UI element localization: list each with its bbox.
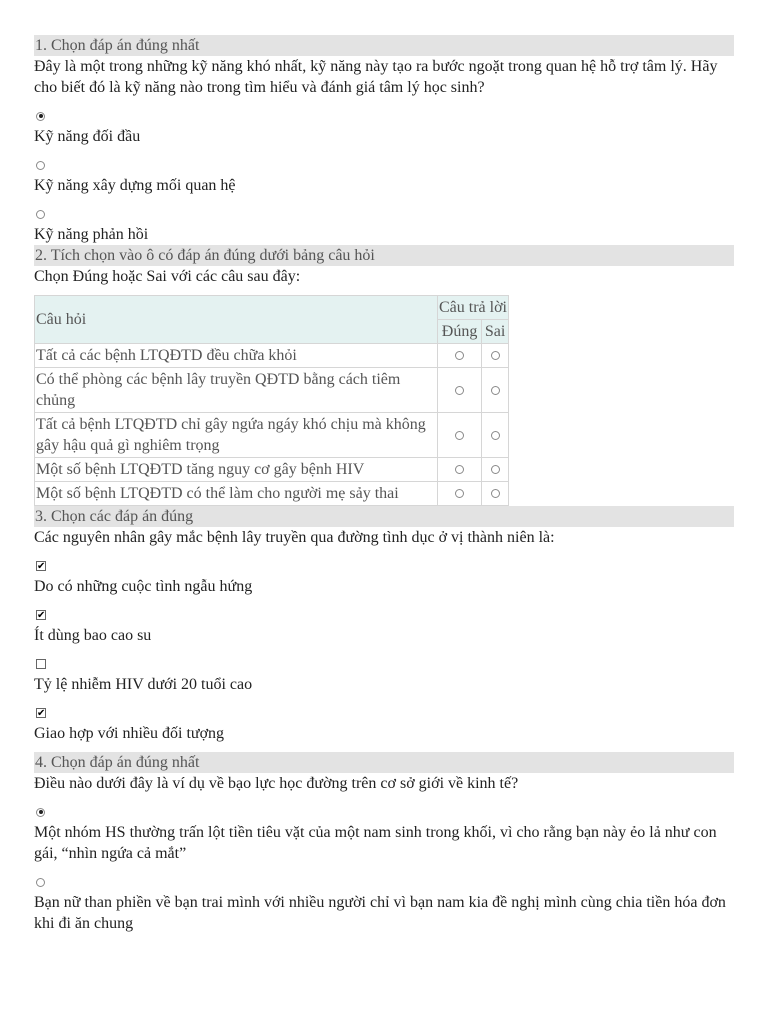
- option-label: Do có những cuộc tình ngẫu hứng: [34, 578, 253, 595]
- radio[interactable]: [36, 210, 45, 219]
- radio-selected[interactable]: [36, 808, 45, 817]
- column-header-false: Sai: [482, 320, 509, 344]
- radio-selected[interactable]: [36, 112, 45, 121]
- row-question: Có thể phòng các bệnh lây truyền QĐTD bằng cách tiêm chủng: [35, 368, 438, 413]
- table-row: [35, 344, 509, 368]
- checkbox[interactable]: [36, 659, 46, 669]
- true-false-table: [34, 295, 509, 506]
- question-1-option-2[interactable]: [34, 155, 734, 196]
- question-2-text: Chọn Đúng hoặc Sai với các câu sau đây:: [34, 268, 301, 285]
- table-row: [35, 482, 509, 506]
- option-label: Giao hợp với nhiều đối tượng: [34, 725, 225, 742]
- checkbox-checked[interactable]: ✔: [37, 708, 46, 719]
- radio-false[interactable]: [491, 351, 500, 360]
- question-3-option-1[interactable]: [34, 556, 734, 597]
- question-4-option-1[interactable]: [34, 802, 734, 864]
- option-label: Kỹ năng xây dựng mối quan hệ: [34, 177, 236, 194]
- question-1: [34, 35, 734, 245]
- radio-true[interactable]: [455, 465, 464, 474]
- table-row: [35, 458, 509, 482]
- question-4-option-2[interactable]: [34, 872, 734, 934]
- row-question: Một số bệnh LTQĐTD tăng nguy cơ gây bệnh HIV: [35, 458, 438, 482]
- radio-false[interactable]: [491, 489, 500, 498]
- radio-false[interactable]: [491, 431, 500, 440]
- question-1-option-3[interactable]: [34, 204, 734, 245]
- checkbox-checked[interactable]: ✔: [37, 610, 46, 621]
- row-question: Tất cả bệnh LTQĐTD chỉ gây ngứa ngáy khó chịu mà không gây hậu quả gì nghiêm trọng: [35, 413, 438, 458]
- question-4: [34, 752, 734, 934]
- checkbox-checked[interactable]: ✔: [37, 561, 46, 572]
- question-1-option-1[interactable]: [34, 106, 734, 147]
- question-2: [34, 245, 734, 506]
- question-3: [34, 506, 734, 744]
- column-header-answer: Câu trả lời: [438, 296, 509, 320]
- question-4-heading: 4. Chọn đáp án đúng nhất: [34, 752, 734, 773]
- radio-false[interactable]: [491, 465, 500, 474]
- question-3-text: Các nguyên nhân gây mắc bệnh lây truyền qua đường tình dục ở vị thành niên là:: [34, 529, 555, 546]
- question-3-option-4[interactable]: [34, 703, 734, 744]
- question-1-text: Đây là một trong những kỹ năng khó nhất, kỹ năng này tạo ra bước ngoặt trong quan hệ hỗ trợ tâm lý. Hãy cho biết đó là kỹ năng nào trong tìm hiểu và đánh giá tâm lý học sinh?: [34, 58, 718, 96]
- table-row: [35, 413, 509, 458]
- question-2-heading: 2. Tích chọn vào ô có đáp án đúng dưới bảng câu hỏi: [34, 245, 734, 266]
- option-label: Một nhóm HS thường trấn lột tiền tiêu vặt của một nam sinh trong khối, vì cho rằng bạn này ẻo lả như con gái, “nhìn ngứa cả mắt”: [34, 824, 717, 862]
- radio-false[interactable]: [491, 386, 500, 395]
- radio-true[interactable]: [455, 489, 464, 498]
- question-3-heading: 3. Chọn các đáp án đúng: [34, 506, 734, 527]
- radio-true[interactable]: [455, 351, 464, 360]
- question-3-option-2[interactable]: [34, 605, 734, 646]
- option-label: Tỷ lệ nhiễm HIV dưới 20 tuổi cao: [34, 676, 253, 693]
- column-header-question: Câu hỏi: [35, 296, 438, 344]
- question-4-text: Điều nào dưới đây là ví dụ về bạo lực học đường trên cơ sở giới về kinh tế?: [34, 775, 519, 792]
- row-question: Tất cả các bệnh LTQĐTD đều chữa khỏi: [35, 344, 438, 368]
- question-3-option-3[interactable]: [34, 654, 734, 695]
- column-header-true: Đúng: [438, 320, 482, 344]
- option-label: Kỹ năng đối đầu: [34, 128, 141, 145]
- radio[interactable]: [36, 161, 45, 170]
- radio[interactable]: [36, 878, 45, 887]
- radio-true[interactable]: [455, 386, 464, 395]
- row-question: Một số bệnh LTQĐTD có thể làm cho người mẹ sảy thai: [35, 482, 438, 506]
- question-1-heading: 1. Chọn đáp án đúng nhất: [34, 35, 734, 56]
- option-label: Kỹ năng phản hồi: [34, 226, 149, 243]
- option-label: Ít dùng bao cao su: [34, 627, 152, 644]
- radio-true[interactable]: [455, 431, 464, 440]
- table-row: [35, 368, 509, 413]
- option-label: Bạn nữ than phiền về bạn trai mình với nhiều người chỉ vì bạn nam kia đề nghị mình cùng chia tiền hóa đơn khi đi ăn chung: [34, 894, 726, 932]
